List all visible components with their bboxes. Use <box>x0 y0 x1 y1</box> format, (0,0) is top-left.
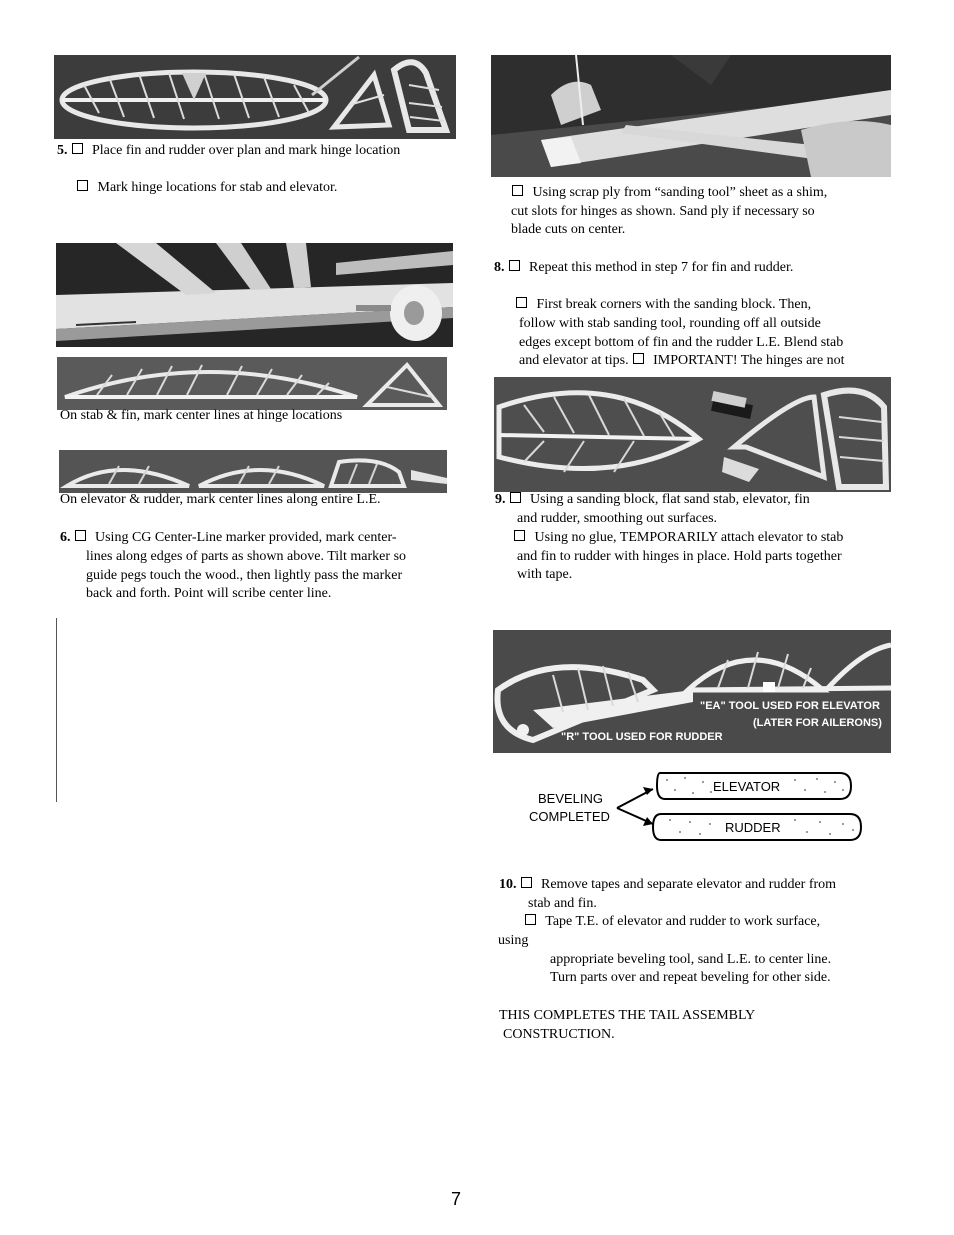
step6-line1: Using CG Center-Line marker provided, mark center- <box>95 530 397 545</box>
step6-number: 6. <box>60 530 71 545</box>
step9-line4: and fin to rudder with hinges in place. Hold parts together <box>517 549 842 564</box>
step10-number: 10. <box>499 877 517 892</box>
step9-line3-wrap <box>510 529 843 548</box>
caption-stab-fin: On stab & fin, mark center lines at hinge locations <box>60 408 343 423</box>
step5-number: 5. <box>57 143 68 158</box>
step8-number: 8. <box>494 260 505 275</box>
step9-line1-wrap <box>495 491 810 510</box>
ea-tool-label: "EA" TOOL USED FOR ELEVATOR <box>700 700 880 712</box>
bevel-label-1: BEVELING <box>538 791 604 806</box>
bevel-elevator-label: ELEVATOR <box>713 779 781 794</box>
step5-text <box>57 142 400 161</box>
step8-line1-wrap <box>494 259 793 278</box>
step8b-line3: edges except bottom of fin and the rudder L.E. Blend stab <box>519 335 844 350</box>
step6-line3: guide pegs touch the wood., then lightly pass the marker <box>86 568 403 583</box>
step10b-checkbox[interactable] <box>525 914 536 925</box>
step8b-line4a: and elevator at tips. <box>519 353 629 368</box>
scan-margin-line <box>56 618 57 802</box>
step10-line3-wrap <box>521 913 820 932</box>
page-number: 7 <box>451 1189 462 1209</box>
step10-line5: appropriate beveling tool, sand L.E. to center line. <box>550 952 832 967</box>
hinge-slot-photo <box>491 55 891 177</box>
step10-line1-wrap <box>499 876 836 895</box>
shim-line1-wrap <box>508 184 827 203</box>
step8-checkbox[interactable] <box>509 260 520 271</box>
step9-line2: and rudder, smoothing out surfaces. <box>517 511 718 526</box>
step6-line4: back and forth. Point will scribe center line. <box>86 586 332 601</box>
step10-line2: stab and fin. <box>528 896 597 911</box>
step8b-line1-wrap <box>512 296 811 315</box>
step10-line6: Turn parts over and repeat beveling for other side. <box>550 970 831 985</box>
step9b-checkbox[interactable] <box>514 530 525 541</box>
step10-line1: Remove tapes and separate elevator and rudder from <box>541 877 837 892</box>
bevel-label-2: COMPLETED <box>529 809 610 824</box>
tail-parts-photo <box>54 55 456 139</box>
step10-line3: Tape T.E. of elevator and rudder to work surface, <box>545 914 821 929</box>
beveling-tools-photo <box>493 630 891 753</box>
step5-line2-wrap <box>73 179 337 198</box>
shim-line1: Using scrap ply from “sanding tool” sheet as a shim, <box>532 185 828 200</box>
ailerons-label: (LATER FOR AILERONS) <box>753 717 882 729</box>
shim-line2: cut slots for hinges as shown. Sand ply if necessary so <box>511 204 815 219</box>
caption-elevator-rudder: On elevator & rudder, mark center lines along entire L.E. <box>60 492 381 507</box>
step5-line2: Mark hinge locations for stab and elevator. <box>97 180 338 195</box>
shim-checkbox[interactable] <box>512 185 523 196</box>
step8b-line4b: IMPORTANT! The hinges are not <box>653 353 845 368</box>
step8b-line4 <box>519 352 845 371</box>
shim-line3: blade cuts on center. <box>511 222 626 237</box>
step6-line2: lines along edges of parts as shown above. Tilt marker so <box>86 549 407 564</box>
step9-number: 9. <box>495 492 506 507</box>
elevator-rudder-photo <box>59 450 447 493</box>
step8-line1: Repeat this method in step 7 for fin and rudder. <box>529 260 794 275</box>
step6-line1-wrap <box>60 529 397 548</box>
step10-checkbox[interactable] <box>521 877 532 888</box>
step8b-line1: First break corners with the sanding block. Then, <box>536 297 812 312</box>
beveling-diagram <box>525 768 870 844</box>
step10-line4: using <box>498 933 529 948</box>
step5-line1: Place fin and rudder over plan and mark hinge location <box>92 143 401 158</box>
step5-checkbox[interactable] <box>72 143 83 154</box>
step9-line5: with tape. <box>517 567 573 582</box>
step8b-line2: follow with stab sanding tool, rounding off all outside <box>519 316 821 331</box>
important-checkbox[interactable] <box>633 353 644 364</box>
step9-line1: Using a sanding block, flat sand stab, elevator, fin <box>530 492 810 507</box>
bevel-rudder-label: RUDDER <box>725 820 781 835</box>
complete-line2: CONSTRUCTION. <box>503 1027 615 1042</box>
step9-line3: Using no glue, TEMPORARILY attach elevator to stab <box>534 530 844 545</box>
step8b-checkbox[interactable] <box>516 297 527 308</box>
step5-line2-checkbox[interactable] <box>77 180 88 191</box>
step9-checkbox[interactable] <box>510 492 521 503</box>
r-tool-label: "R" TOOL USED FOR RUDDER <box>561 731 723 743</box>
centerline-marker-photo <box>56 243 453 347</box>
sanding-parts-photo <box>494 377 891 492</box>
complete-line1: THIS COMPLETES THE TAIL ASSEMBLY <box>499 1008 756 1023</box>
step6-checkbox[interactable] <box>75 530 86 541</box>
stab-fin-photo <box>57 357 447 410</box>
